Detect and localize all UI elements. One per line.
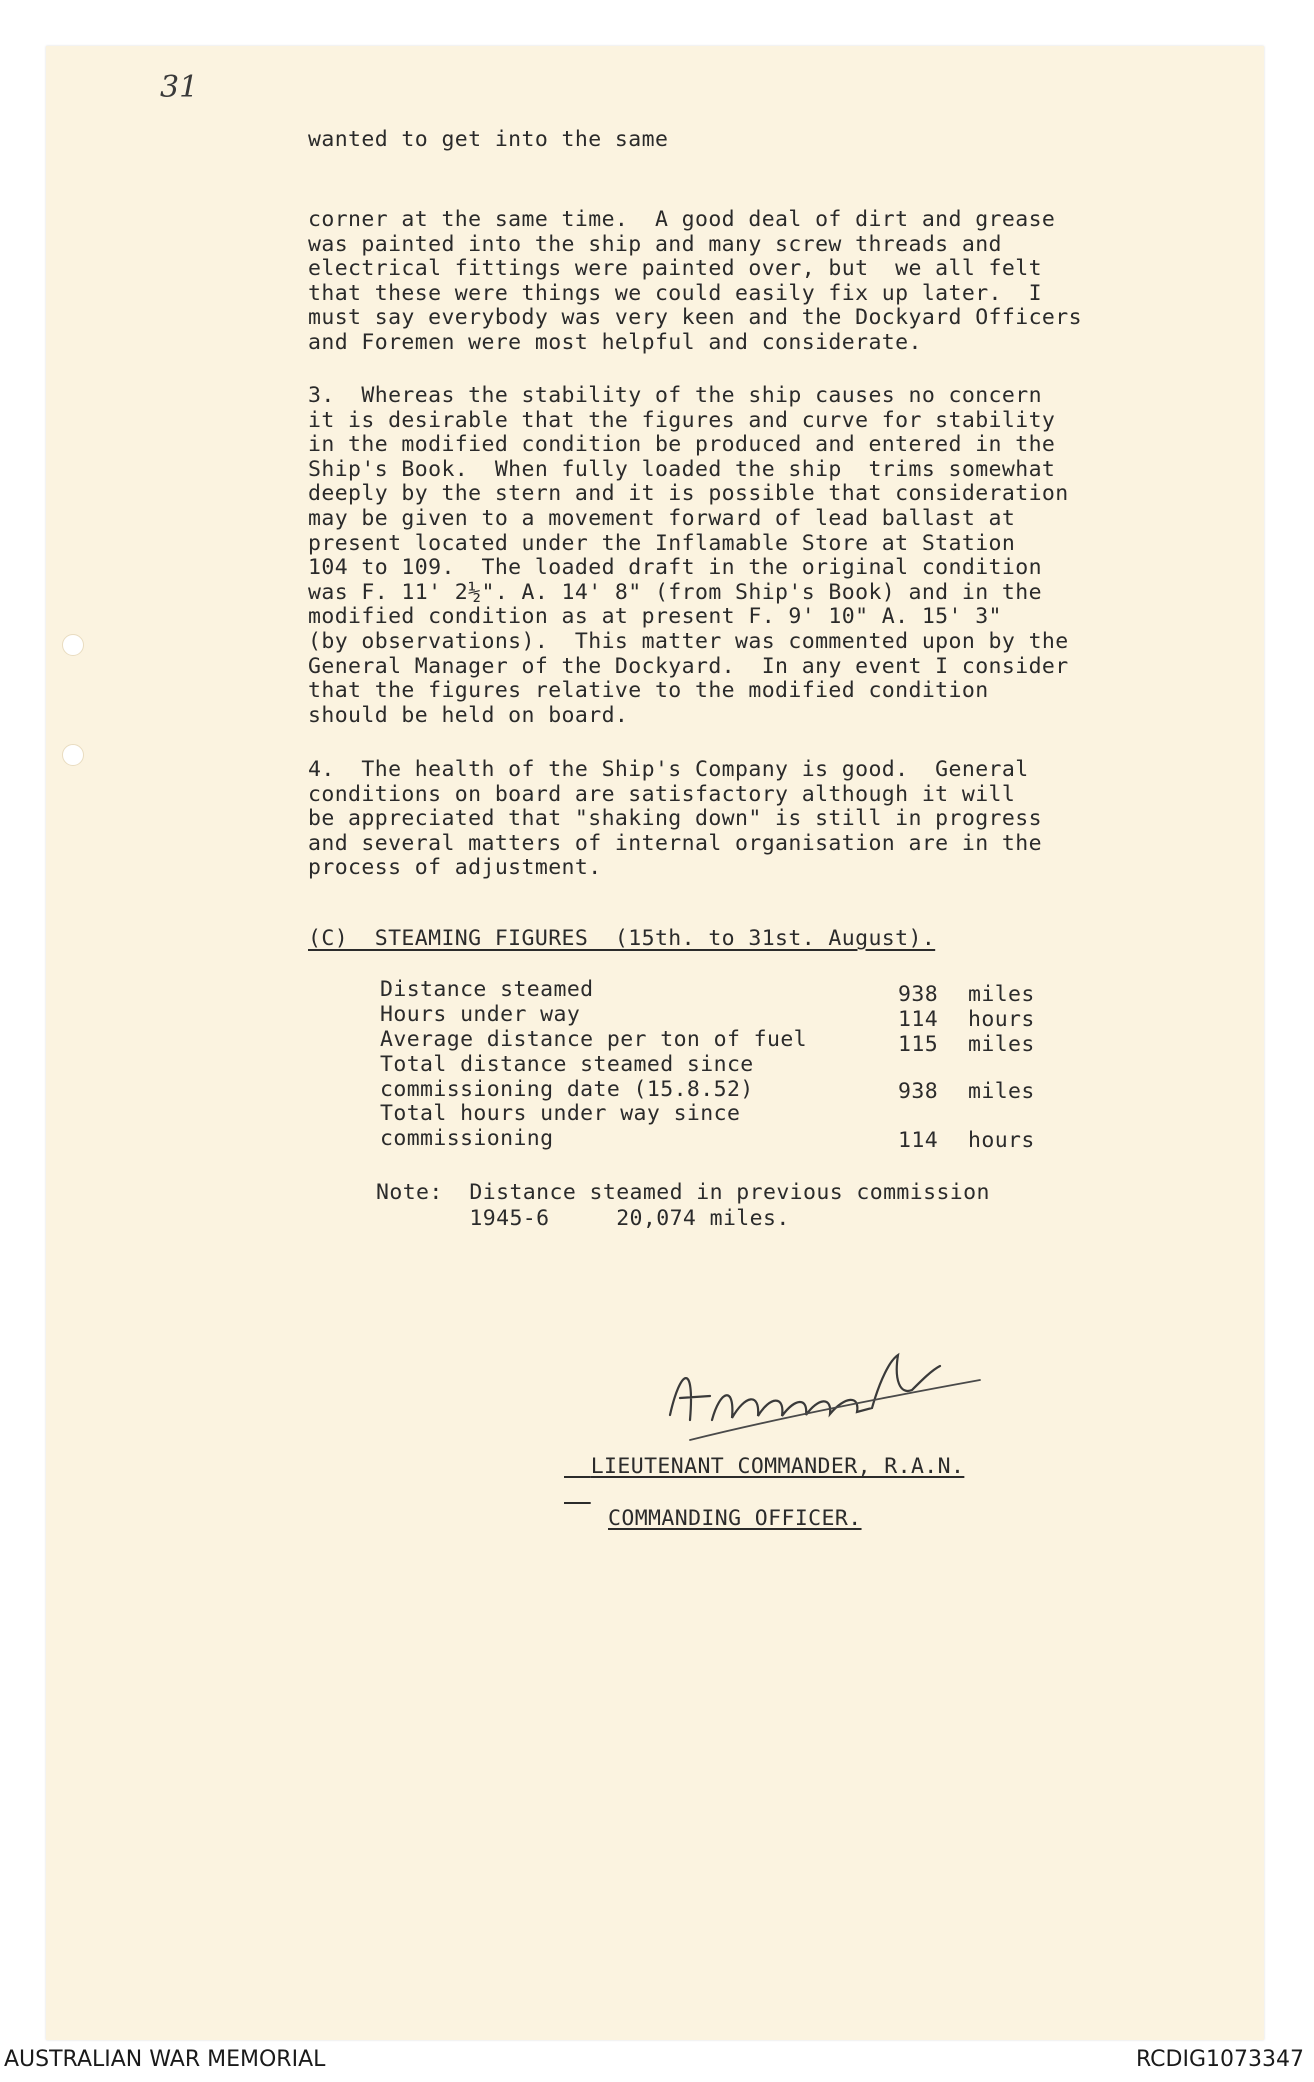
steaming-figure-value: 115 xyxy=(898,1032,939,1057)
steaming-figure-value: 938 xyxy=(898,1079,939,1104)
paragraph-3-line: 3. Whereas the stability of the ship causes no concern xyxy=(308,383,1042,408)
steaming-figure-value: 938 xyxy=(898,982,939,1007)
section-heading-steaming-figures: (C) STEAMING FIGURES (15th. to 31st. August). xyxy=(308,926,936,951)
paragraph-2-line: was painted into the ship and many screw threads and xyxy=(308,231,1002,257)
paragraph-4-line: conditions on board are satisfactory although it will xyxy=(308,781,1016,807)
steaming-figure-unit: hours xyxy=(968,1128,1035,1153)
paragraph-3-line: in the modified condition be produced and entered in the xyxy=(308,432,1056,458)
steaming-figure-unit: miles xyxy=(968,982,1035,1007)
paragraph-3-line: (by observations). This matter was commented upon by the xyxy=(308,628,1069,654)
paragraph-2-line: corner at the same time. A good deal of dirt and grease xyxy=(308,207,1056,232)
paragraph-2-line: electrical fittings were painted over, but we all felt xyxy=(308,256,1042,281)
paragraph-3-line: General Manager of the Dockyard. In any event I consider xyxy=(308,653,1069,679)
paragraph-3-line: may be given to a movement forward of lead ballast at xyxy=(308,505,1016,531)
paragraph-4-line: and several matters of internal organisation are in the xyxy=(308,830,1042,856)
paragraph-3-line: was F. 11' 2½". A. 14' 8" (from Ship's Book) and in the xyxy=(308,579,1042,605)
paragraph-3-line: that the figures relative to the modified condition xyxy=(308,678,989,704)
paragraph-3-line: deeply by the stern and it is possible that consideration xyxy=(308,481,1069,507)
steaming-figure-label: Distance steamed xyxy=(380,977,594,1002)
steaming-figure-unit: miles xyxy=(968,1079,1035,1104)
signature-appointment: COMMANDING OFFICER. xyxy=(608,1506,862,1531)
paragraph-3-line: should be held on board. xyxy=(308,702,629,728)
footer-identifier: RCDIG1073347 xyxy=(1135,2047,1304,2072)
note-line: 1945-6 20,074 miles. xyxy=(376,1206,790,1231)
note-line: Note: Distance steamed in previous commission xyxy=(376,1180,990,1205)
paragraph-2-line: must say everybody was very keen and the Dockyard Officers xyxy=(308,305,1082,330)
paragraph-2-line: that these were things we could easily fix up later. I xyxy=(308,280,1042,306)
punch-hole-top xyxy=(62,634,84,656)
signature-rank: LIEUTENANT COMMANDER, R.A.N. xyxy=(590,1454,965,1479)
paragraph-4-line: be appreciated that "shaking down" is still in progress xyxy=(308,806,1042,832)
paragraph-3-line: it is desirable that the figures and curve for stability xyxy=(308,407,1056,433)
continuation-line: wanted to get into the same xyxy=(308,127,669,152)
steaming-figure-unit: hours xyxy=(968,1007,1035,1032)
steaming-figure-unit: miles xyxy=(968,1032,1035,1057)
steaming-figure-label: Total hours under way since commissioning xyxy=(380,1101,741,1151)
steaming-figure-label: Average distance per ton of fuel xyxy=(380,1027,808,1052)
footer-institution: AUSTRALIAN WAR MEMORIAL xyxy=(4,2047,326,2072)
punch-hole-bottom xyxy=(62,744,84,766)
note-previous-commission xyxy=(376,1180,990,1232)
steaming-figure-label: Hours under way xyxy=(380,1002,581,1027)
paragraph-3-line: 104 to 109. The loaded draft in the original condition xyxy=(308,555,1042,581)
paragraph-4-line: process of adjustment. xyxy=(308,855,602,881)
paragraph-2-line: and Foremen were most helpful and considerate. xyxy=(308,329,922,355)
paragraph-3-line: modified condition as at present F. 9' 10" A. 15' 3" xyxy=(308,604,1002,630)
signature-title-block xyxy=(564,1428,964,1558)
folio-number: 31 xyxy=(160,70,199,105)
steaming-figure-label: Total distance steamed since commissioning date (15.8.52) xyxy=(380,1052,754,1102)
paragraph-2 xyxy=(308,208,1082,355)
steaming-figure-value: 114 xyxy=(898,1007,939,1032)
paragraph-4-line: 4. The health of the Ship's Company is good. General xyxy=(308,757,1029,782)
steaming-figure-value: 114 xyxy=(898,1128,939,1153)
paragraph-3-line: present located under the Inflamable Store at Station xyxy=(308,530,1016,556)
paragraph-4 xyxy=(308,758,1042,881)
paragraph-3 xyxy=(308,384,1069,728)
paragraph-3-line: Ship's Book. When fully loaded the ship trims somewhat xyxy=(308,456,1056,482)
